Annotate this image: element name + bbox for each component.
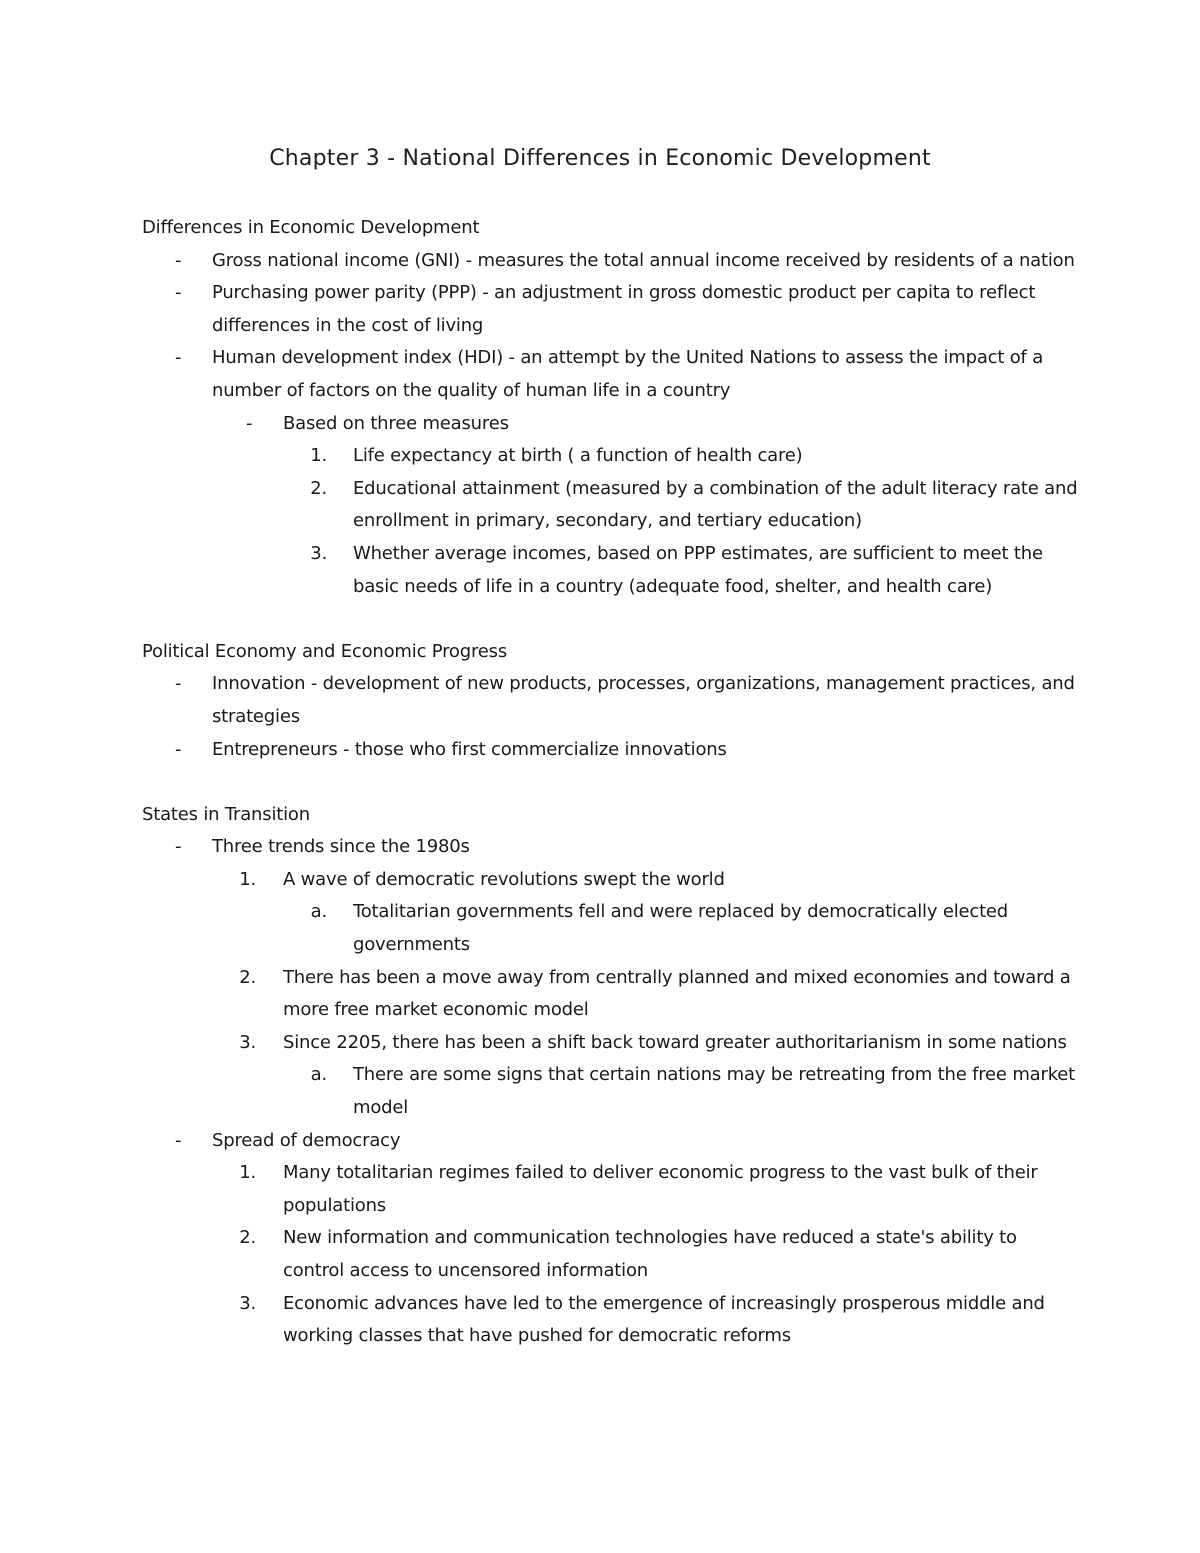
- list-marker: -: [175, 673, 182, 695]
- list-item: [142, 1288, 1082, 1353]
- list-marker: 2.: [239, 1227, 256, 1249]
- list-item-text: There are some signs that certain nations may be retreating from the free market model: [353, 1064, 1076, 1119]
- list-marker: -: [175, 282, 182, 304]
- list-marker: 3.: [239, 1292, 256, 1314]
- list-item-text: There has been a move away from centrally planned and mixed economies and toward a more free market economic model: [283, 966, 1071, 1021]
- list-item: [142, 245, 1082, 278]
- list-item: [142, 538, 1082, 603]
- document-body: [142, 212, 1082, 1385]
- list-item-text: Since 2205, there has been a shift back toward greater authoritarianism in some nations: [283, 1031, 1067, 1053]
- list-marker: 2.: [310, 477, 327, 499]
- section-heading: States in Transition: [142, 803, 310, 825]
- list-item: [142, 1027, 1082, 1060]
- section-states-in-transition: [142, 799, 1082, 1353]
- list-marker: -: [175, 1129, 182, 1151]
- list-marker: 1.: [239, 868, 256, 890]
- list-marker: 1.: [239, 1162, 256, 1184]
- list-marker: 2.: [239, 966, 256, 988]
- list-item-text: Purchasing power parity (PPP) - an adjustment in gross domestic product per capita to reflect differences in the cost of living: [212, 282, 1036, 336]
- list-item: [142, 896, 1082, 961]
- list-item: [142, 668, 1082, 733]
- list-item: [142, 962, 1082, 1027]
- list-item-text: A wave of democratic revolutions swept the world: [283, 868, 725, 890]
- list-item-text: Entrepreneurs - those who first commercialize innovations: [212, 738, 727, 760]
- section-heading: Differences in Economic Development: [142, 217, 480, 238]
- list-item-text: Educational attainment (measured by a combination of the adult literacy rate and enrollment in primary, secondary, and tertiary education): [353, 477, 1078, 532]
- list-marker: -: [175, 836, 182, 858]
- list-item-text: Gross national income (GNI) - measures the total annual income received by residents of a nation: [212, 249, 1075, 271]
- list-marker: 1.: [310, 445, 327, 467]
- page-title: Chapter 3 - National Differences in Economic Development: [269, 146, 931, 171]
- list-item: [142, 1222, 1082, 1287]
- list-item: [142, 864, 1082, 897]
- list-item: [142, 408, 1082, 441]
- list-item-text: Life expectancy at birth ( a function of health care): [353, 445, 803, 467]
- list-marker: -: [246, 412, 253, 434]
- list-item: [142, 734, 1082, 767]
- list-item-text: Three trends since the 1980s: [212, 836, 470, 858]
- list-item-text: Spread of democracy: [212, 1129, 401, 1151]
- list-item: [142, 473, 1082, 538]
- list-marker: -: [175, 249, 182, 271]
- list-item: [142, 1125, 1082, 1158]
- list-item-text: Innovation - development of new products, processes, organizations, management practices, and strategies: [212, 673, 1075, 727]
- list-item: [142, 277, 1082, 342]
- list-item-text: Whether average incomes, based on PPP estimates, are sufficient to meet the basic needs of life in a country (adequate food, shelter, and health care): [353, 542, 1043, 597]
- list-marker: -: [175, 347, 182, 369]
- list-item: [142, 1059, 1082, 1124]
- list-item: [142, 440, 1082, 473]
- list-marker: a.: [310, 901, 327, 923]
- list-item: [142, 831, 1082, 864]
- list-item-text: Human development index (HDI) - an attempt by the United Nations to assess the impact of a number of factors on the quality of human life in a country: [212, 347, 1044, 401]
- section-political-economy: [142, 636, 1082, 766]
- list-item-text: New information and communication technologies have reduced a state's ability to control access to uncensored information: [283, 1227, 1017, 1281]
- list-item: [142, 1157, 1082, 1222]
- list-item-text: Totalitarian governments fell and were replaced by democratically elected governments: [353, 901, 1009, 956]
- list-marker: 3.: [239, 1031, 256, 1053]
- list-marker: -: [175, 738, 182, 760]
- section-list: [142, 831, 1082, 1353]
- section-differences: [142, 212, 1082, 603]
- section-list: [142, 668, 1082, 766]
- list-marker: a.: [310, 1064, 327, 1086]
- list-item: [142, 342, 1082, 407]
- list-item-text: Many totalitarian regimes failed to deliver economic progress to the vast bulk of their populations: [283, 1162, 1038, 1216]
- list-item-text: Based on three measures: [283, 412, 509, 434]
- section-list: [142, 245, 1082, 604]
- list-item-text: Economic advances have led to the emergence of increasingly prosperous middle and working classes that have pushed for democratic reforms: [283, 1292, 1045, 1347]
- list-marker: 3.: [310, 542, 327, 564]
- section-heading: Political Economy and Economic Progress: [142, 640, 508, 662]
